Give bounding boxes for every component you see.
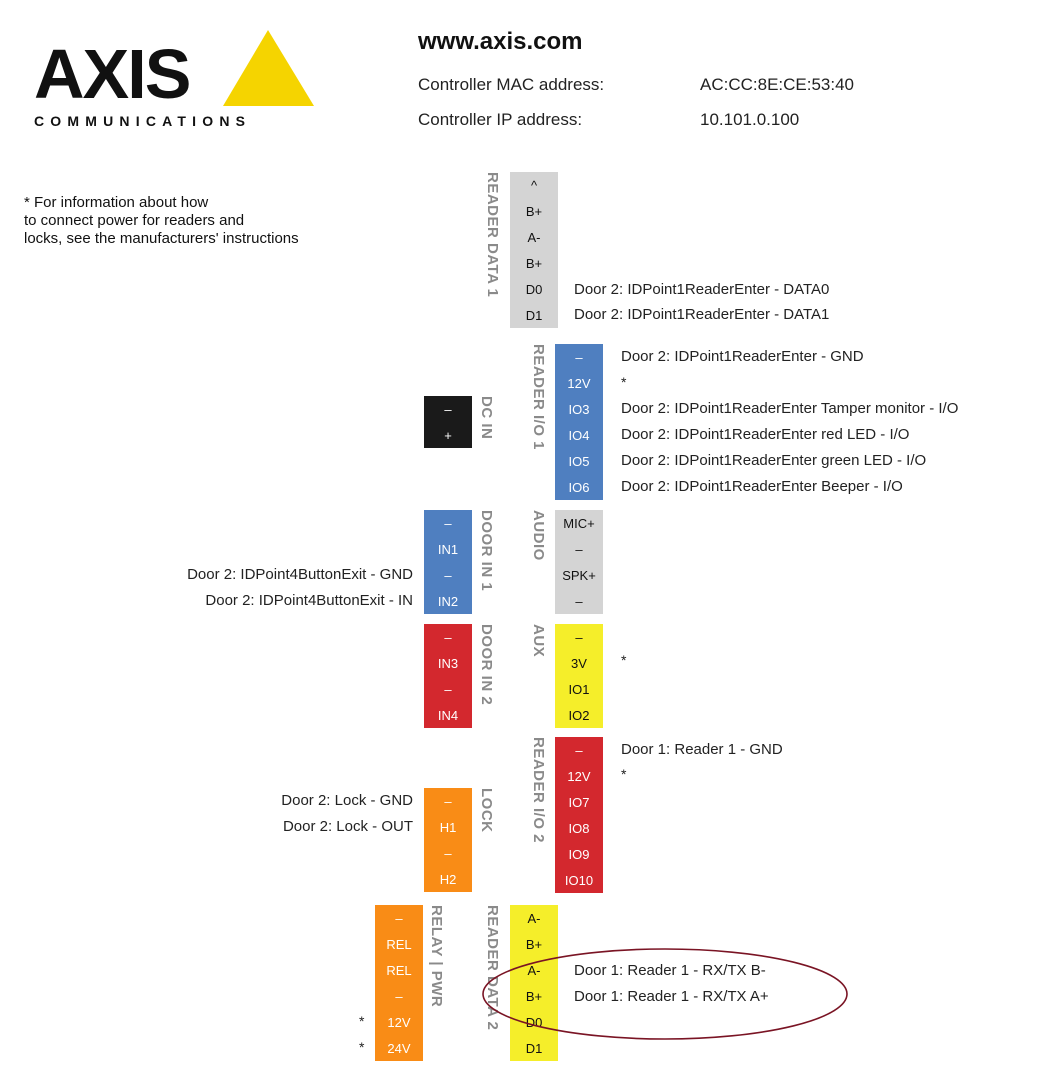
reader-io-1-pin: 12V [555, 370, 603, 396]
door-in-1-pin: IN2 [424, 588, 472, 614]
reader-data-2-pin: B+ [510, 983, 558, 1009]
reader-data-2-pin: B+ [510, 931, 558, 957]
rio1-io4-label: Door 2: IDPoint1ReaderEnter red LED - I/O [621, 426, 910, 443]
lock-title: LOCK [478, 788, 495, 833]
rd2-b-label: Door 1: Reader 1 - RX/TX B- [574, 962, 766, 979]
mac-address-value: AC:CC:8E:CE:53:40 [700, 75, 855, 94]
door-in-2-pin: – [424, 624, 472, 650]
reader-io-2-pin: – [555, 737, 603, 763]
audio-connector [555, 510, 603, 614]
door-in-1-pin: – [424, 562, 472, 588]
aux-3v-asterisk: * [621, 652, 627, 668]
audio-pin: – [555, 588, 603, 614]
reader-io-2-pin: IO7 [555, 789, 603, 815]
reader-io-2-pin: IO10 [555, 867, 603, 893]
relay-pwr-pin: 12V [375, 1009, 423, 1035]
relay-pwr-pin: – [375, 983, 423, 1009]
rio2-gnd-label: Door 1: Reader 1 - GND [621, 741, 783, 758]
dc-in-connector [424, 396, 472, 448]
rd1-d1-label: Door 2: IDPoint1ReaderEnter - DATA1 [574, 306, 830, 321]
axis-communications-logo [28, 24, 328, 134]
aux-connector [555, 624, 603, 728]
reader-data-1-pin: D0 [510, 276, 558, 302]
reader-data-1-pin: A- [510, 224, 558, 250]
audio-pin: MIC+ [555, 510, 603, 536]
audio-pin: – [555, 536, 603, 562]
relay-pwr-connector [375, 905, 423, 1061]
reader-io-1-pin: IO4 [555, 422, 603, 448]
aux-pin: IO2 [555, 702, 603, 728]
rio1-gnd-label: Door 2: IDPoint1ReaderEnter - GND [621, 348, 864, 365]
door-in-1-pin: IN1 [424, 536, 472, 562]
reader-io-1-pin: IO6 [555, 474, 603, 500]
door-in-1-title: DOOR IN 1 [478, 510, 495, 592]
logo-subtext: COMMUNICATIONS [34, 113, 252, 129]
lock-pin: H2 [424, 866, 472, 892]
reader-io-2-title: READER I/O 2 [530, 737, 547, 844]
rio1-io5-label: Door 2: IDPoint1ReaderEnter green LED - I/O [621, 452, 927, 469]
mac-address-label: Controller MAC address: [418, 75, 605, 94]
door-in-2-pin: – [424, 676, 472, 702]
relay-pwr-pin: – [375, 905, 423, 931]
rio2-12v-asterisk: * [621, 766, 627, 782]
reader-data-2-pin: D1 [510, 1035, 558, 1061]
dc-in-pin: + [424, 422, 472, 448]
lock-connector [424, 788, 472, 892]
dc-in-title: DC IN [478, 396, 495, 440]
rio1-12v-asterisk: * [621, 374, 627, 390]
reader-data-1-pin: D1 [510, 302, 558, 328]
reader-io-2-pin: IO8 [555, 815, 603, 841]
door-in-2-connector [424, 624, 472, 728]
aux-pin: IO1 [555, 676, 603, 702]
power-info-note: * For information about how to connect power for readers and locks, see the manufacturers' instructions [24, 194, 299, 247]
reader-io-2-pin: IO9 [555, 841, 603, 867]
reader-data-1-connector [510, 172, 558, 328]
aux-pin: – [555, 624, 603, 650]
reader-io-1-pin: – [555, 344, 603, 370]
relay-pwr-pin: 24V [375, 1035, 423, 1061]
rd2-a-label: Door 1: Reader 1 - RX/TX A+ [574, 988, 769, 1005]
rio1-io6-label: Door 2: IDPoint1ReaderEnter Beeper - I/O [621, 478, 903, 495]
aux-pin: 3V [555, 650, 603, 676]
audio-pin: SPK+ [555, 562, 603, 588]
highlight-ellipse [480, 946, 850, 1042]
website-url: www.axis.com [418, 28, 583, 55]
relay-24v-asterisk: * [359, 1039, 365, 1055]
aux-title: AUX [530, 624, 547, 658]
lock-pin: – [424, 788, 472, 814]
reader-data-2-pin: A- [510, 957, 558, 983]
dc-in-pin: – [424, 396, 472, 422]
reader-data-1-pin: B+ [510, 250, 558, 276]
reader-data-1-title: READER DATA 1 [484, 172, 501, 298]
ip-address-value: 10.101.0.100 [700, 110, 800, 129]
lock-pin: H1 [424, 814, 472, 840]
reader-io-1-title: READER I/O 1 [530, 344, 547, 451]
relay-pwr-pin: REL [375, 957, 423, 983]
lock-pin: – [424, 840, 472, 866]
door-in-1-connector [424, 510, 472, 614]
reader-io-2-pin: 12V [555, 763, 603, 789]
rio1-io3-label: Door 2: IDPoint1ReaderEnter Tamper monitor - I/O [621, 400, 959, 417]
logo-wordmark: AXIS [34, 35, 190, 113]
reader-io-1-pin: IO3 [555, 396, 603, 422]
lock-out-label: Door 2: Lock - OUT [282, 818, 413, 835]
din1-gnd-label: Door 2: IDPoint4ButtonExit - GND [187, 566, 413, 583]
logo-triangle [223, 30, 314, 106]
rd1-d0-label: Door 2: IDPoint1ReaderEnter - DATA0 [574, 281, 830, 298]
door-in-1-pin: – [424, 510, 472, 536]
door-in-2-pin: IN3 [424, 650, 472, 676]
din1-in-label: Door 2: IDPoint4ButtonExit - IN [205, 592, 413, 609]
reader-io-2-connector [555, 737, 603, 893]
ip-address-label: Controller IP address: [418, 110, 583, 129]
reader-data-2-title: READER DATA 2 [484, 905, 501, 1031]
reader-data-2-pin: D0 [510, 1009, 558, 1035]
relay-12v-asterisk: * [359, 1013, 365, 1029]
relay-pwr-title: RELAY | PWR [428, 905, 445, 1008]
reader-data-1-pin: B+ [510, 198, 558, 224]
reader-io-1-connector [555, 344, 603, 500]
relay-pwr-pin: REL [375, 931, 423, 957]
reader-io-1-pin: IO5 [555, 448, 603, 474]
door-in-2-title: DOOR IN 2 [478, 624, 495, 706]
door-in-2-pin: IN4 [424, 702, 472, 728]
reader-data-2-pin: A- [510, 905, 558, 931]
audio-title: AUDIO [530, 510, 547, 561]
lock-gnd-label: Door 2: Lock - GND [281, 792, 413, 809]
reader-data-1-pin: ^ [510, 172, 558, 198]
